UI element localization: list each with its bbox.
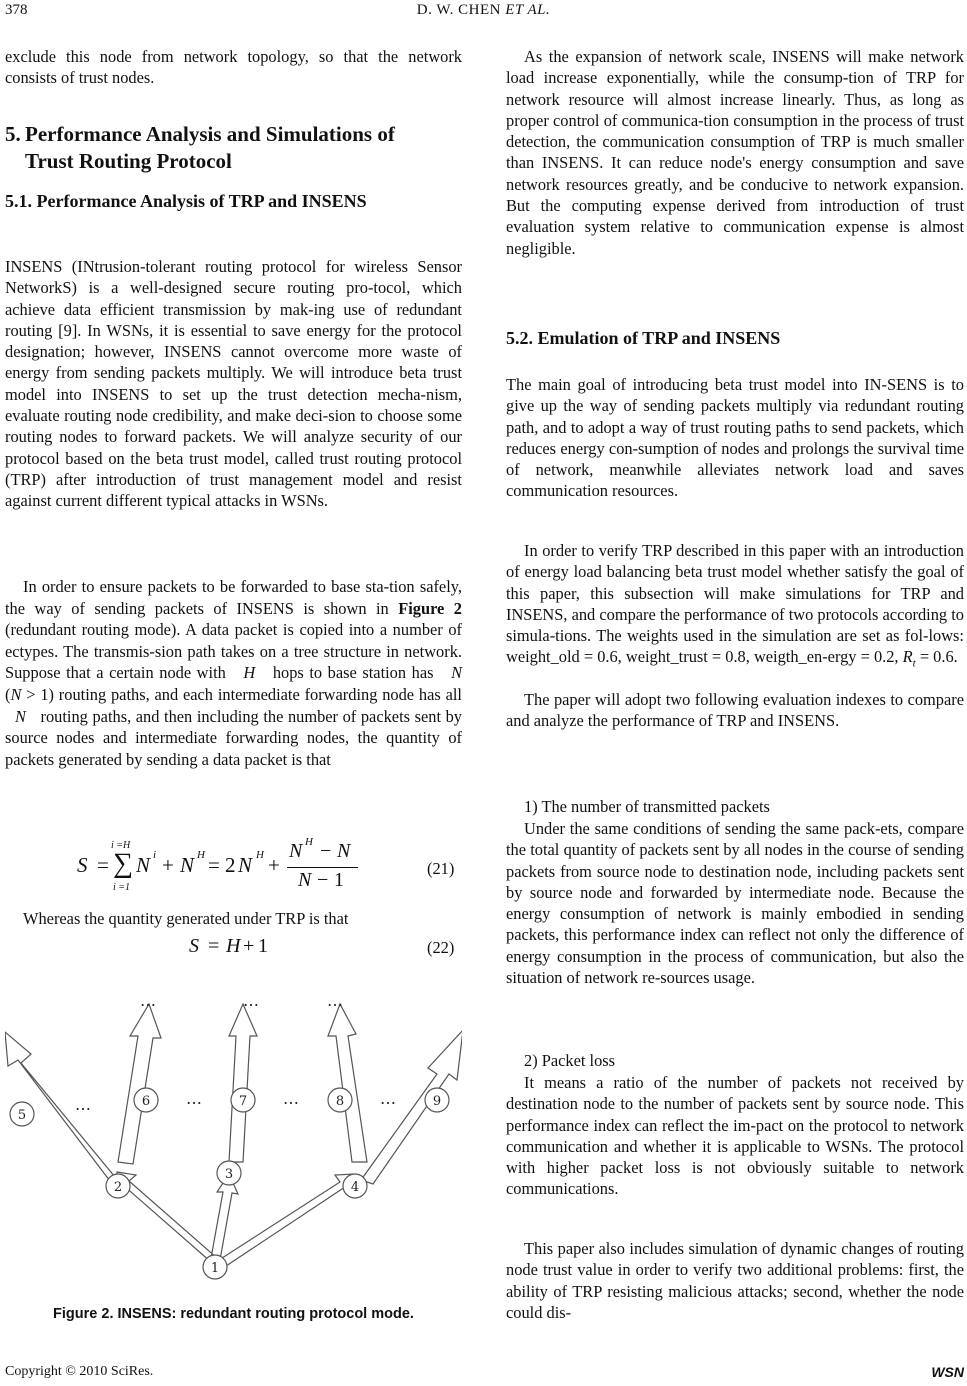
intro-paragraph: exclude this node from network topology, so that the network consists of trust nodes. (5, 47, 462, 88)
ellipsis-mark: … (380, 1089, 396, 1108)
section-5-title-line2: Trust Routing Protocol (25, 149, 232, 173)
symbol-N-2: N (15, 706, 26, 726)
node-label-7: 7 (238, 1094, 248, 1109)
section-5-heading (5, 121, 462, 175)
header-authors: D. W. CHEN (416, 2, 501, 18)
ratio-paragraph: It means a ratio of the number of packets not received by destination node to the number of packets sent by source node. This performance index can reflect the im-pact on the protocol to network communication and whether it is applicable to WSNs. The protocol with higher packet loss is not obviously suitable to network communications. (506, 1073, 964, 1199)
goal-paragraph: The main goal of introducing beta trust model into IN-SENS is to give up the way of sending packets multiply via redundant routing path, and to adopt a way of trust routing paths to send packets, which reduces energy con-sumption of nodes and prolongs the survival time of network, meanwhile alleviates network load and saves communication resources. (506, 375, 964, 501)
adopt-paragraph: The paper will adopt two following evaluation indexes to compare and analyze the performance of TRP and INSENS. (506, 690, 964, 731)
expansion-paragraph: As the expansion of network scale, INSENS will make network load increase exponentially, while the consump-tion of TRP for network resource will almost increase linearly. Thus, as long as proper control of communica-tion consumption in the process of trust detection, the communication consumption of TRP is much smaller than INSENS. It can reduce node's energy consumption and save network resources greatly, and be conducive to network expansion. But the computing expense derived from introduction of trust evaluation system relative to communication expense is almost negligible. (506, 47, 964, 258)
subsection-5-1-title: 5.1. Performance Analysis of TRP and INSENS (5, 191, 367, 211)
ellipsis-mark: … (243, 992, 259, 1010)
ensure-text-6: routing paths, and then including the number of packets sent by source nodes and intermediate forwarding nodes, the quantity of packets generated by sending a data packet is that (5, 706, 462, 769)
verify-text-2: = 0.6. (919, 647, 958, 667)
verify-text-1: In order to verify TRP described in this paper with an introduction of energy load balancing beta trust model whether satisfy the goal of this paper, this subsection will make simulations for TRP and INSENS, and compare the performance of two protocols according to simula-tions. The weights used in the simulation are set as fol-lows: weight_old = 0.6, weight_trust = 0.8, weigth_en-ergy = 0.2, (506, 541, 964, 667)
symbol-H: H (243, 663, 256, 683)
ellipsis-mark: … (283, 1089, 299, 1108)
node-label-9: 9 (432, 1094, 442, 1109)
running-header (0, 2, 967, 19)
node-label-5: 5 (17, 1108, 27, 1123)
ensure-paragraph (5, 576, 462, 770)
ellipsis-mark: … (327, 992, 343, 1010)
dynamic-paragraph: This paper also includes simulation of dynamic changes of routing node trust value in order to verify two additional problems: first, the ability of TRP resisting malicious attacks; second, whether the node could dis- (506, 1239, 964, 1322)
node-label-8: 8 (335, 1094, 345, 1109)
page-number: 378 (5, 2, 28, 18)
symbol-R-sub: t (912, 657, 916, 670)
footer-journal: WSN (931, 1364, 964, 1380)
subsection-5-2-title: 5.2. Emulation of TRP and INSENS (506, 328, 781, 348)
node-label-3: 3 (224, 1167, 234, 1182)
ellipsis-mark: … (75, 1095, 91, 1114)
condition-gt: > (26, 684, 36, 704)
item-1-heading: 1) The number of transmitted packets (524, 797, 770, 816)
ensure-text-4: ( (5, 684, 11, 704)
node-label-1: 1 (210, 1261, 220, 1276)
condition-N: N (10, 684, 22, 704)
section-5-number: 5. (5, 122, 21, 146)
same-conditions-paragraph: Under the same conditions of sending the same pack-ets, compare the total quantity of packets sent by all nodes in the course of sending packets from source node to destination node, including packets sent by source node and forwarded by intermediate node. Because the energy consumption of network is mainly embodied in sending packets, this performance index can reflect not only the difference of energy consumption in the process of communication, but also the situation of network re-sources usage. (506, 819, 964, 988)
figure-2-routing-diagram (5, 992, 462, 1292)
header-et-al: ET AL. (505, 2, 551, 18)
ensure-text-1: In order to ensure packets to be forwarded to base sta-tion safely, the way of sending packets of INSENS is shown in (5, 577, 462, 618)
node-label-2: 2 (113, 1180, 123, 1195)
ensure-text-3: hops to base station has (272, 663, 434, 683)
ensure-text-2: (redundant routing mode). A data packet is copied into a number of ectypes. The transmis-sion path takes on a tree structure in network. Suppose that a certain node with (5, 620, 462, 683)
equation-21-number: (21) (427, 859, 455, 878)
insens-paragraph: INSENS (INtrusion-tolerant routing protocol for wireless Sensor NetworkS) is a well-designed secure routing pro-tocol, which achieve data efficient transmission by mak-ing use of redundant routing [9]. In WSNs, it is essential to save energy for the protocol designation; however, INSENS cannot overcome more waste of energy from sending packets multiply. We will introduce beta trust model into INSENS to set up the trust detection mecha-nism, evaluate routing node credibility, and make deci-sion to choose some routing nodes to forward packets. We will analyze security of our protocol based on the beta trust model, called trust routing protocol (TRP) after introduction of trust management model and resist against current different typical attacks in WSNs. (5, 257, 462, 511)
symbol-R: R (902, 647, 913, 667)
ellipsis-mark: … (186, 1089, 202, 1108)
ellipsis-mark: … (140, 992, 156, 1010)
figure-2-reference[interactable]: Figure 2 (398, 598, 462, 618)
item-2-heading: 2) Packet loss (524, 1051, 616, 1070)
ensure-text-5: ) routing paths, and each intermediate forwarding node has all (48, 684, 462, 704)
section-5-title-line1: Performance Analysis and Simulations of (25, 122, 395, 146)
verify-paragraph (506, 540, 964, 675)
footer-copyright: Copyright © 2010 SciRes. (5, 1364, 154, 1379)
node-label-6: 6 (141, 1094, 151, 1109)
symbol-N: N (451, 663, 462, 683)
node-label-4: 4 (350, 1180, 360, 1195)
whereas-line: Whereas the quantity generated under TRP is that (23, 909, 349, 928)
figure-2-caption: Figure 2. INSENS: redundant routing protocol mode. (53, 1306, 414, 1322)
equation-22-number: (22) (427, 938, 455, 957)
condition-1: 1 (40, 684, 49, 704)
